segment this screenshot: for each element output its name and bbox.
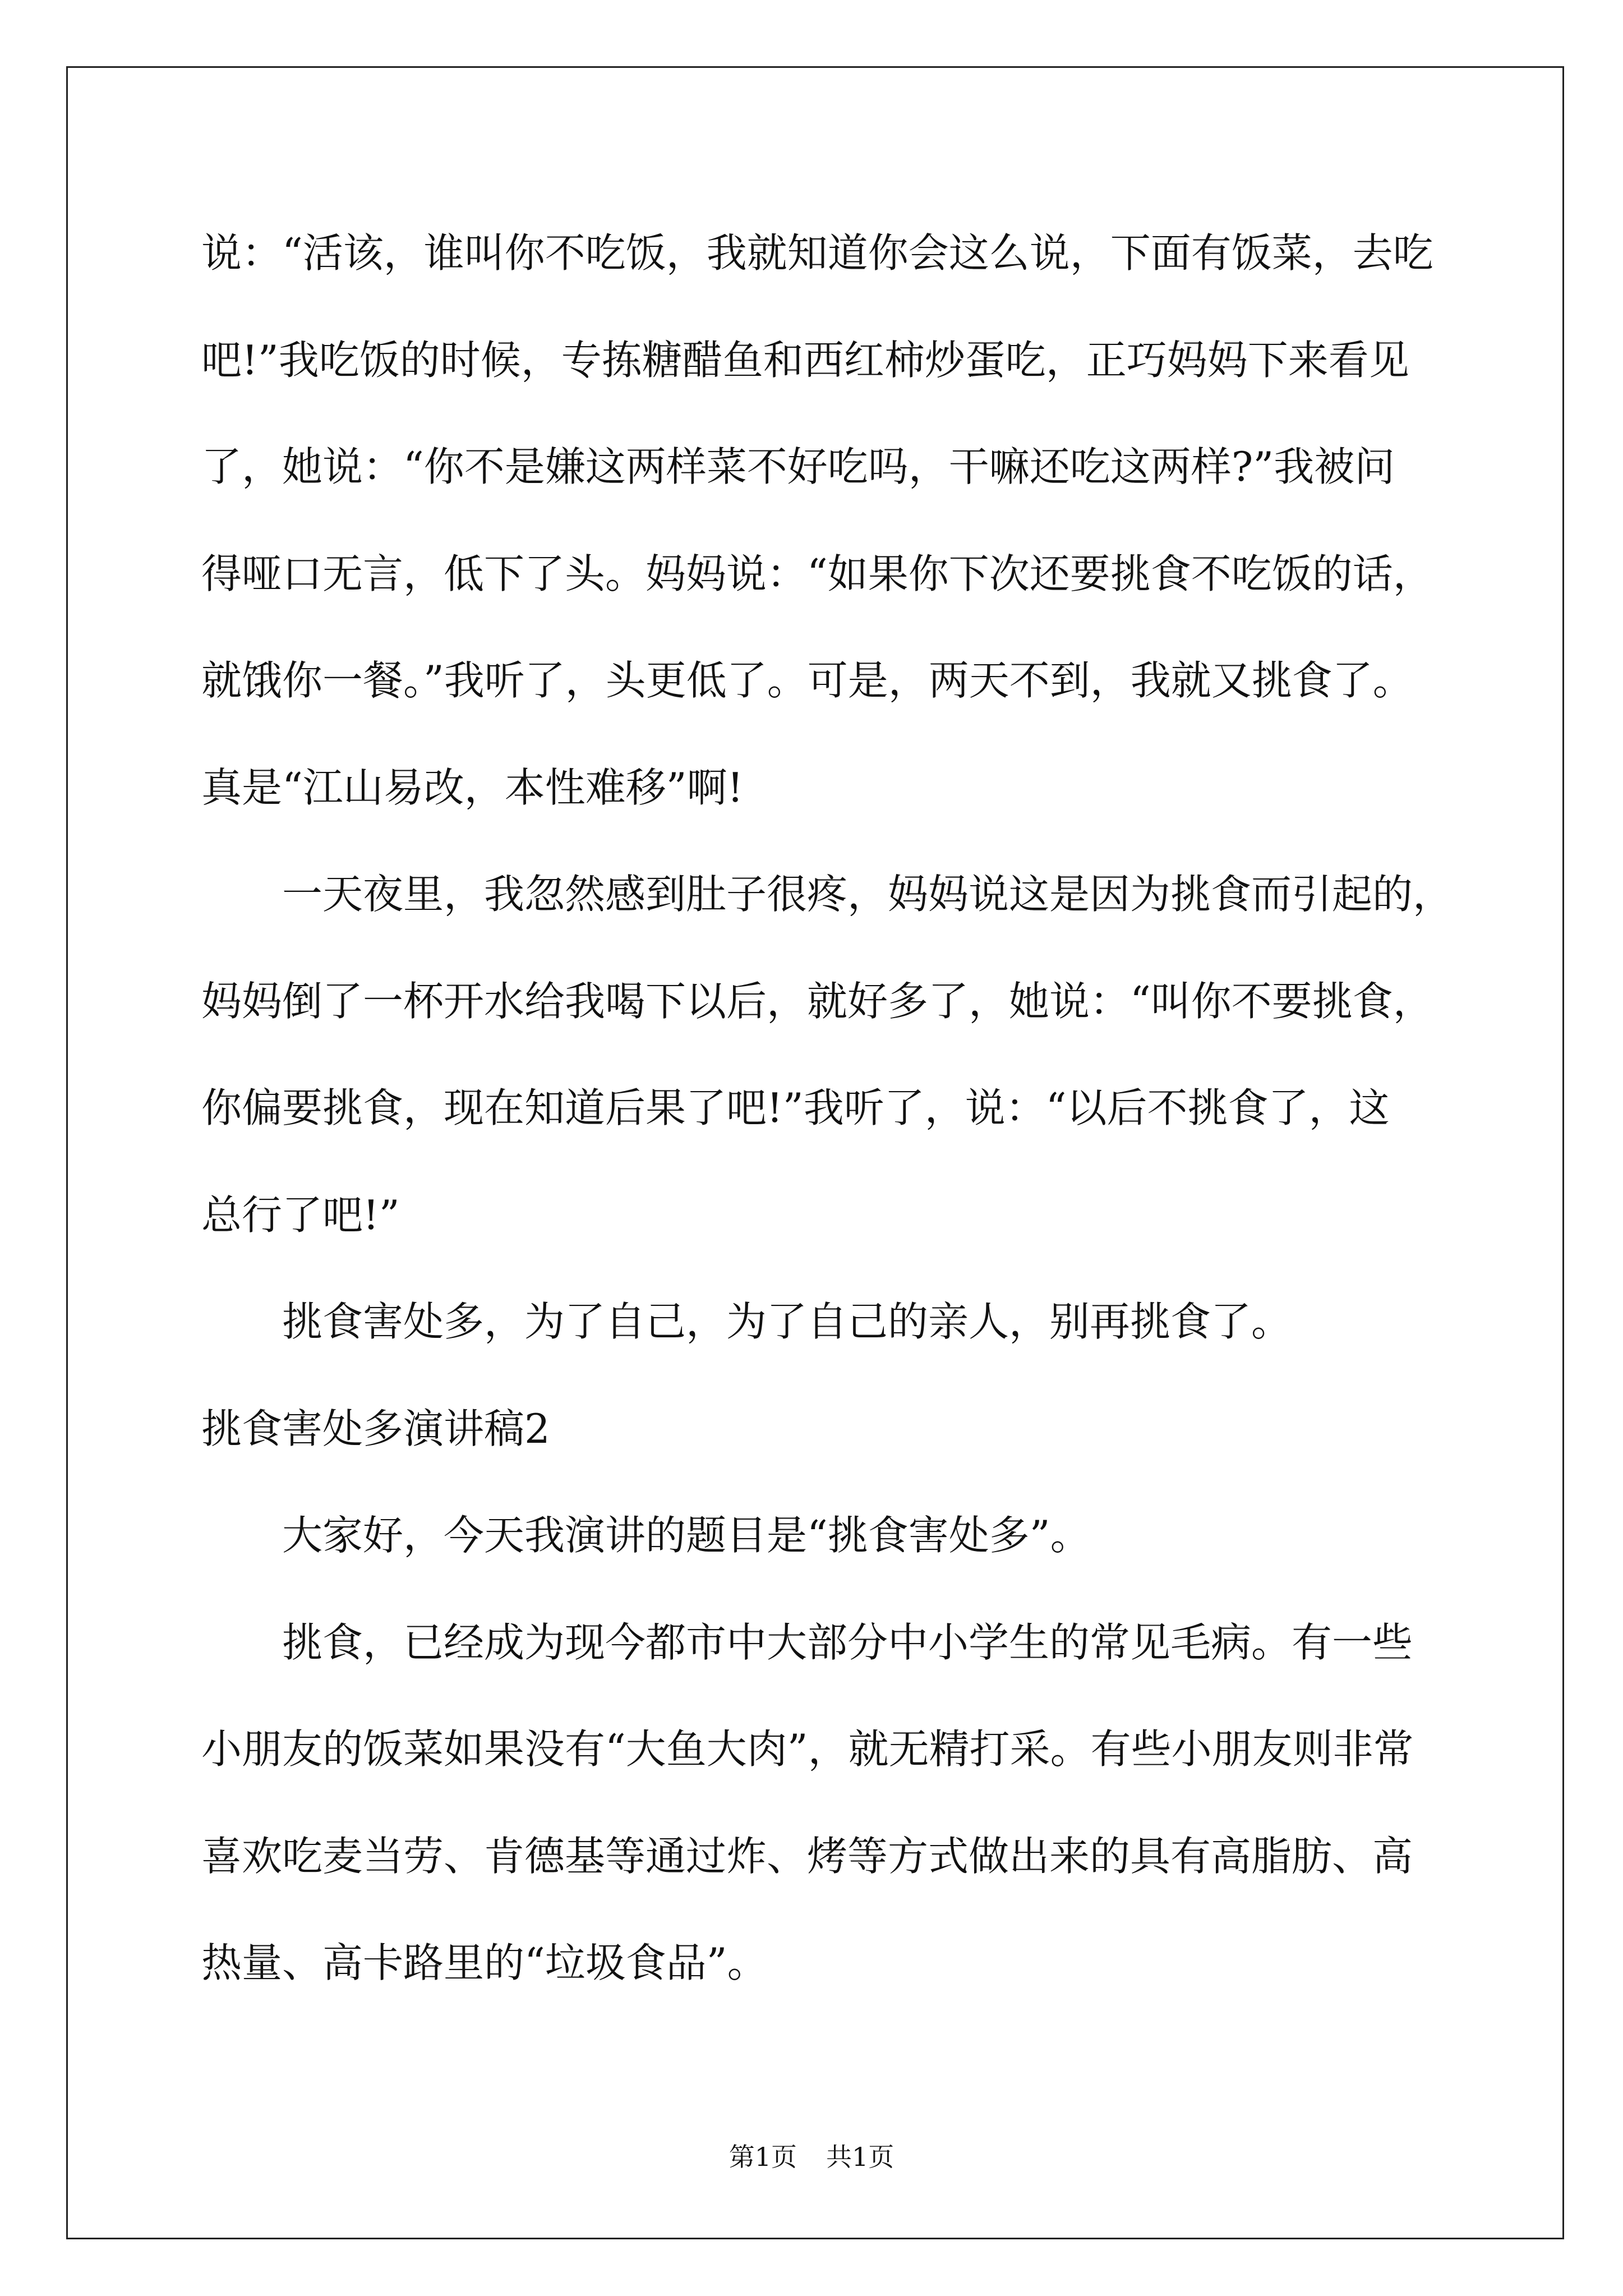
text-line: 得哑口无言，低下了头。妈妈说：“如果你下次还要挑食不吃饭的话，: [201, 550, 1433, 597]
text-line: 大家好，今天我演讲的题目是“挑食害处多”。: [282, 1512, 1091, 1559]
text-line: 真是“江山易改，本性难移”啊!: [201, 763, 744, 811]
document-body: [201, 200, 1508, 2017]
page-number: 第1页: [728, 2142, 797, 2172]
text-line: 了，她说：“你不是嫌这两样菜不好吃吗，干嘛还吃这两样?”我被问: [201, 443, 1395, 490]
text-line: 一天夜里，我忽然感到肚子很疼，妈妈说这是因为挑食而引起的，: [282, 871, 1454, 918]
paragraph: [201, 1482, 1508, 1589]
text-line: 热量、高卡路里的“垃圾食品”。: [201, 1939, 768, 1986]
page-footer: [0, 2140, 1623, 2174]
text-line: 小朋友的饭菜如果没有“大鱼大肉”，就无精打采。有些小朋友则非常: [201, 1726, 1414, 1773]
text-line: 妈妈倒了一杯开水给我喝下以后，就好多了，她说：“叫你不要挑食，: [201, 977, 1433, 1025]
page-total: 共1页: [826, 2142, 895, 2172]
text-line: 总行了吧!”: [201, 1191, 400, 1239]
paragraph: [201, 841, 1508, 1268]
text-line: 就饿你一餐。”我听了，头更低了。可是，两天不到，我就又挑食了。: [201, 657, 1413, 704]
text-line: 挑食害处多，为了自己，为了自己的亲人，别再挑食了。: [282, 1298, 1292, 1345]
text-line: 挑食，已经成为现今都市中大部分中小学生的常见毛病。有一些: [282, 1618, 1413, 1666]
text-line: 你偏要挑食，现在知道后果了吧!”我听了，说：“以后不挑食了，这: [201, 1084, 1390, 1131]
paragraph: [201, 200, 1508, 841]
section-heading: 挑食害处多演讲稿2: [201, 1405, 550, 1452]
text-line: 说：“活该，谁叫你不吃饭，我就知道你会这么说，下面有饭菜，去吃: [201, 229, 1433, 277]
text-line: 喜欢吃麦当劳、肯德基等通过炸、烤等方式做出来的具有高脂肪、高: [201, 1832, 1413, 1880]
text-line: 吧!”我吃饭的时候，专拣糖醋鱼和西红柿炒蛋吃，正巧妈妈下来看见: [201, 336, 1409, 384]
paragraph: [201, 1268, 1508, 1375]
paragraph: [201, 1589, 1508, 2017]
